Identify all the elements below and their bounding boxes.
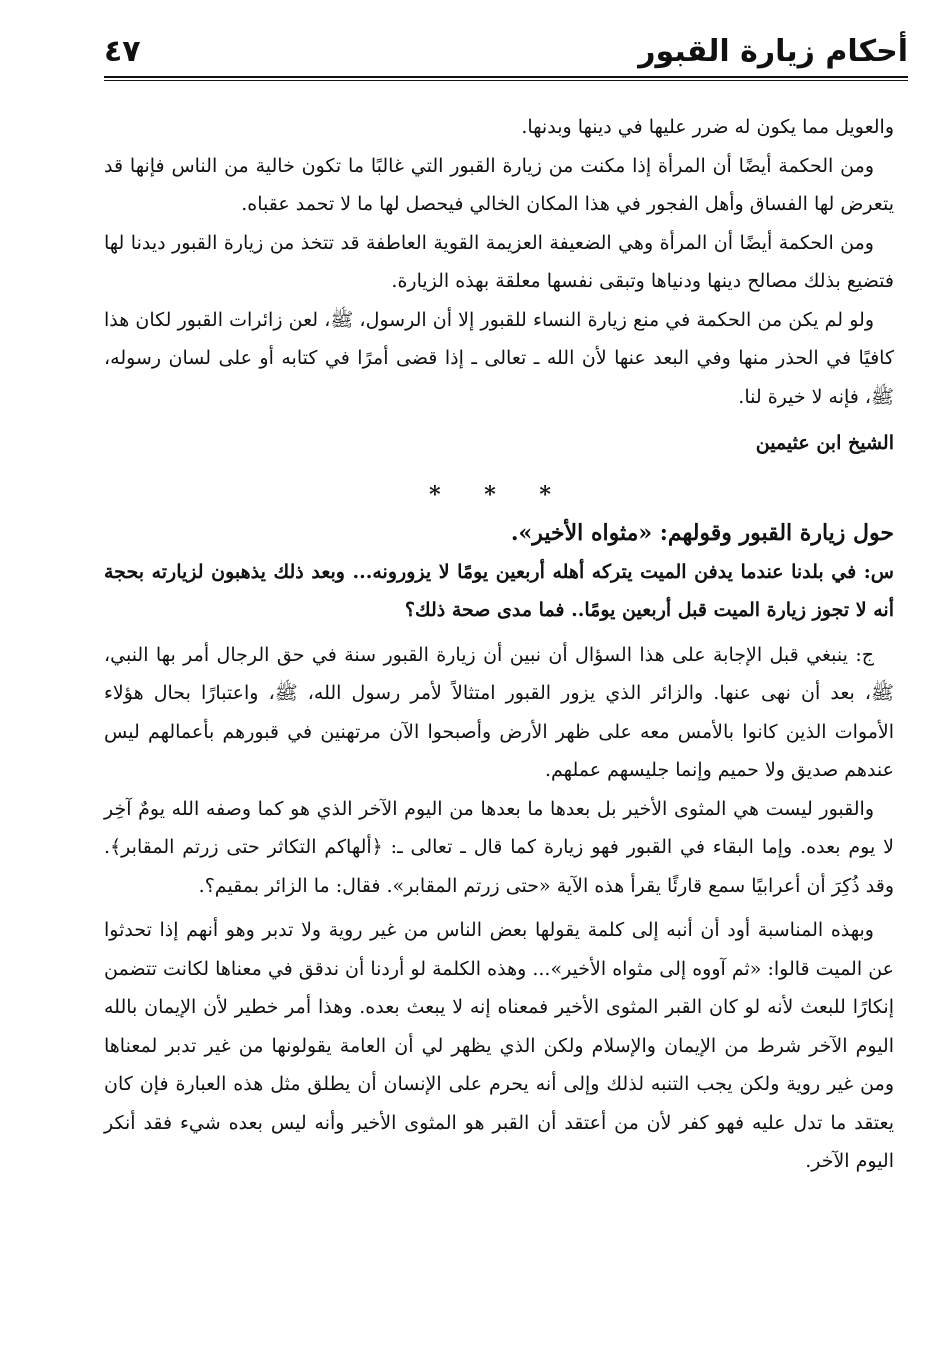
paragraph: ولو لم يكن من الحكمة في منع زيارة النساء للقبور إلا أن الرسول، ﷺ، لعن زائرات القبور لكان هذا كافيًا في الحذر منها وفي البعد عنها لأن الله ـ تعالى ـ إذا قضى أمرًا في كتابه أو على لسان رسوله، ﷺ، فإنه لا خيرة لنا.: [104, 308, 894, 408]
section-divider: * * *: [429, 481, 569, 508]
answer-paragraph: وبهذه المناسبة أود أن أنبه إلى كلمة يقولها بعض الناس من غير روية ولا تدبر وهو أنهم إذا تحدثوا عن الميت قالوا: «ثم آووه إلى مثواه الأخير»... وهذه الكلمة لو أردنا أن ندقق في معناها لكانت تتضمن إنكارًا للبعث لأنه لو كان القبر المثوى الأخير فمعناه إنه لا يبعث بعده. وهذا أمر خطير لأن الإيمان بالله اليوم الآخر شرط من الإيمان والإسلام ولكن الذي يظهر لي أن العامة يقولونها من غير تدبر لمعناها ومن غير روية ولكن يجب التنبه لذلك وإلى أنه يحرم على الإنسان أن يطلق مثل هذه العبارة فإن كان يعتقد ما تدل عليه فهو كفر لأن من أعتقد أن القبر هو المثوى الأخير وأنه ليس بعده شيء فقد أنكر اليوم الآخر.: [104, 919, 894, 1172]
paragraph: ومن الحكمة أيضًا أن المرأة إذا مكنت من زيارة القبور التي غالبًا ما تكون خالية من الناس فإنها قد يتعرض لها الفساق وأهل الفجور في هذا المكان الخالي فيحصل لها ما لا تحمد عقباه.: [104, 154, 894, 215]
page-body: [104, 108, 894, 1181]
paragraph: ومن الحكمة أيضًا أن المرأة وهي الضعيفة العزيمة القوية العاطفة قد تتخذ من زيارة القبور ديدنا لها فتضيع بذلك مصالح دينها ودنياها وتبقى نفسها معلقة بهذه الزيارة.: [104, 231, 894, 292]
page-header: [104, 30, 908, 72]
author-signature: الشيخ ابن عثيمين: [755, 432, 894, 454]
page-number: ٤٧: [104, 34, 141, 69]
header-rule: [104, 76, 908, 81]
answer-paragraph: والقبور ليست هي المثوى الأخير بل بعدها ما بعدها من اليوم الآخر الذي هو كما وصفه الله يومٌ آخِر لا يوم بعده. وإما البقاء في القبور فهو زيارة كما قال ـ تعالى ـ: ﴿ألهاكم التكاثر حتى زرتم المقابر﴾. وقد ذُكِرَ أن أعرابيًا سمع قارئًا يقرأ هذه الآية «حتى زرتم المقابر». فقال: ما الزائر بمقيم؟.: [104, 797, 894, 897]
running-title: أحكام زيارة القبور: [638, 34, 908, 69]
question-paragraph: س: في بلدنا عندما يدفن الميت يتركه أهله أربعين يومًا لا يزورونه... وبعد ذلك يذهبون لزيارته بحجة أنه لا تجوز زيارة الميت قبل أربعين يومًا.. فما مدى صحة ذلك؟: [104, 560, 894, 621]
answer-paragraph: ج: ينبغي قبل الإجابة على هذا السؤال أن نبين أن زيارة القبور سنة في حق الرجال أمر بها النبي، ﷺ، بعد أن نهى عنها. والزائر الذي يزور القبور امتثالاً لأمر رسول الله، ﷺ، واعتبارًا بحال هؤلاء الأموات الذين كانوا بالأمس معه على ظهر الأرض وأصبحوا الآن مرتهنين في قبورهم بأعمالهم ليس عندهم صديق ولا حميم وإنما جليسهم عملهم.: [104, 643, 894, 781]
paragraph: والعويل مما يكون له ضرر عليها في دينها وبدنها.: [521, 116, 894, 138]
section-title: حول زيارة القبور وقولهم: «مثواه الأخير».: [510, 519, 894, 546]
